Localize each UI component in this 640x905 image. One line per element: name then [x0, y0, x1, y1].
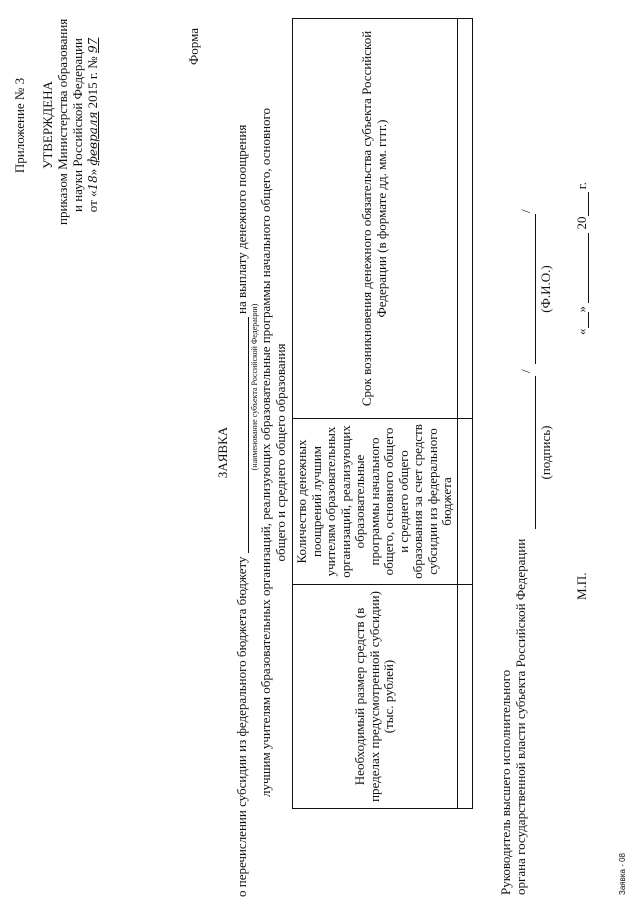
- approval-date-prefix: от «: [85, 190, 100, 213]
- header-obligation-date: Срок возникновения денежного обязательства субъекта Российской Федерации (в формате дд. мм. гггг.): [293, 19, 458, 419]
- sign-month-blank[interactable]: [576, 233, 589, 303]
- intro-line-1: [234, 7, 249, 897]
- date-close-quote: »: [574, 306, 589, 313]
- form-label: Форма: [186, 28, 201, 65]
- year-suffix: г.: [574, 182, 589, 190]
- cell-required-amount[interactable]: [457, 585, 472, 809]
- cell-rewards-count[interactable]: [457, 419, 472, 585]
- intro-line-1-end: на выплату денежного поощрения: [234, 124, 249, 315]
- stamp-label: М.П.: [574, 572, 589, 600]
- document-code: Заявка - 08: [618, 853, 627, 895]
- sign-day-blank[interactable]: [576, 313, 589, 329]
- approval-date-mid: »: [85, 168, 100, 176]
- subject-name-blank: [236, 317, 249, 553]
- header-required-amount: Необходимый размер средств (в пределах предусмотренной субсидии) (тыс. рублей): [293, 585, 458, 809]
- sign-year-blank[interactable]: [576, 193, 589, 217]
- document-title: ЗАЯВКА: [215, 426, 230, 479]
- approval-date-line: [85, 25, 101, 225]
- head-title-line-2: органа государственной власти субъекта Российской Федерации: [513, 538, 528, 895]
- header-rewards-count: Количество денежных поощрений лучшим учителям образовательных организаций, реализующих образовательные программы начального общего, основного общего и среднего общего образования за счет средств субсидии из федерального бюджета: [293, 419, 458, 585]
- approval-heading: УТВЕРЖДЕНА: [40, 81, 55, 169]
- intro-line-3: общего и среднего общего образования: [273, 343, 288, 562]
- subject-name-caption: (наименование субъекта Российской Федерации): [250, 303, 259, 471]
- table-row: [457, 19, 472, 809]
- head-title-line-1: Руководитель высшего исполнительного: [498, 669, 513, 895]
- table-header-row: [293, 19, 458, 809]
- year-prefix: 20: [574, 216, 589, 230]
- approval-month-handwritten: февраля: [86, 111, 100, 166]
- cell-obligation-date[interactable]: [457, 19, 472, 419]
- sign-date-line: [574, 182, 589, 335]
- full-name-caption: (Ф.И.О.): [538, 265, 553, 313]
- approval-order-line: приказом Министерства образования: [55, 18, 70, 225]
- approval-block: [40, 18, 101, 225]
- signature-slash-1: /: [518, 369, 533, 373]
- approval-day-handwritten: 18: [86, 175, 100, 191]
- approval-year: 2015 г. №: [85, 56, 100, 109]
- intro-line-1-start: о перечислении субсидии из федерального бюджета бюджету: [234, 556, 249, 897]
- approval-number-handwritten: 97: [86, 37, 100, 54]
- intro-line-2: лучшим учителям образовательных организаций, реализующих образовательные программы начального общего, основного: [258, 107, 273, 798]
- signature-caption: (подпись): [538, 425, 553, 480]
- approval-ministry-line: и науки Российской Федерации: [70, 38, 85, 213]
- request-table: [292, 18, 473, 809]
- appendix-label: Приложение № 3: [12, 77, 27, 174]
- signature-slash-2: /: [518, 209, 533, 213]
- date-open-quote: «: [574, 328, 589, 335]
